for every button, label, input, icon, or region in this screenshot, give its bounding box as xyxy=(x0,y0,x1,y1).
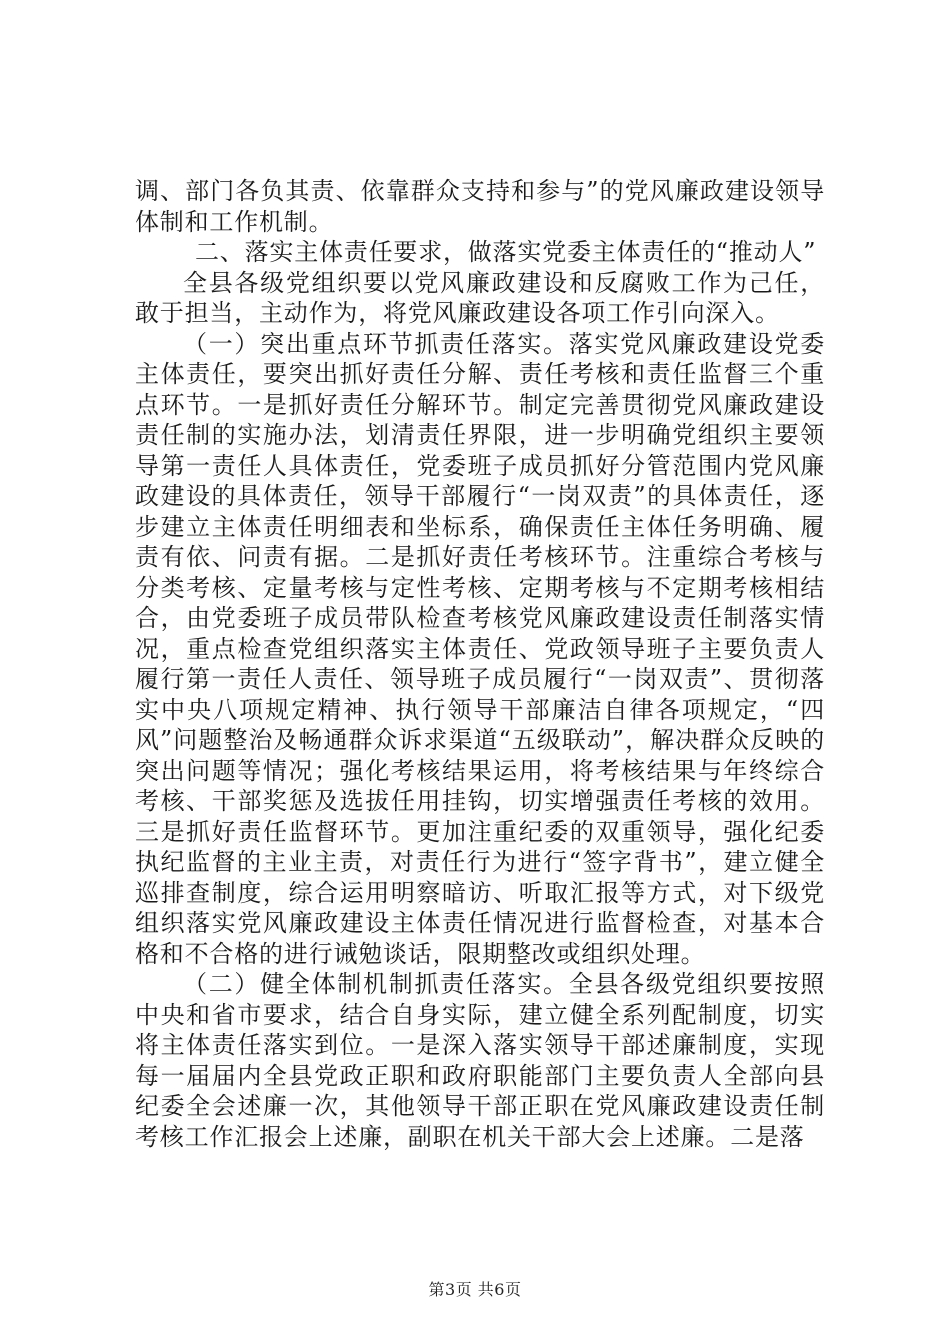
paragraph-subsection-2: （二）健全体制机制抓责任落实。全县各级党组织要按照中央和省市要求，结合自身实际，建立健全系列配制度，切实将主体责任落实到位。一是深入落实领导干部述廉制度，实现每一届届内全县党政正职和政府职能部门主要负责人全部向县纪委全会述廉一次，其他领导干部正职在党风廉政建设责任制考核工作汇报会上述廉，副职在机关干部大会上述廉。二是落 xyxy=(135,970,825,1151)
paragraph-subsection-1: （一）突出重点环节抓责任落实。落实党风廉政建设党委主体责任，要突出抓好责任分解、责任考核和责任监督三个重点环节。一是抓好责任分解环节。制定完善贯彻党风廉政建设责任制的实施办法，划清责任界限，进一步明确党组织主要领导第一责任人具体责任，党委班子成员抓好分管范围内党风廉政建设的具体责任，领导干部履行“一岗双责”的具体责任，逐步建立主体责任明细表和坐标系，确保责任主体任务明确、履责有依、问责有据。二是抓好责任考核环节。注重综合考核与分类考核、定量考核与定性考核、定期考核与不定期考核相结合，由党委班子成员带队检查考核党风廉政建设责任制落实情况，重点检查党组织落实主体责任、党政领导班子主要负责人履行第一责任人责任、领导班子成员履行“一岗双责”、贯彻落实中央八项规定精神、执行领导干部廉洁自律各项规定，“四风”问题整治及畅通群众诉求渠道“五级联动”，解决群众反映的突出问题等情况；强化考核结果运用，将考核结果与年终综合考核、干部奖惩及选拔任用挂钩，切实增强责任考核的效用。三是抓好责任监督环节。更加注重纪委的双重领导，强化纪委执纪监督的主业主责，对责任行为进行“签字背书”，建立健全巡排查制度，综合运用明察暗访、听取汇报等方式，对下级党组织落实党风廉政建设主体责任情况进行监督检查，对基本合格和不合格的进行诫勉谈话，限期整改或组织处理。 xyxy=(135,329,825,968)
section-heading: 二、落实主体责任要求，做落实党委主体责任的“推动人” xyxy=(195,238,817,266)
document-body xyxy=(135,176,825,1152)
page-number-footer: 第3页 共6页 xyxy=(428,1280,522,1299)
paragraph-section-intro: 全县各级党组织要以党风廉政建设和反腐败工作为己任，敢于担当，主动作为，将党风廉政建设各项工作引向深入。 xyxy=(135,268,825,327)
paragraph-continuation: 调、部门各负其责、依靠群众支持和参与”的党风廉政建设领导体制和工作机制。 xyxy=(135,177,825,236)
